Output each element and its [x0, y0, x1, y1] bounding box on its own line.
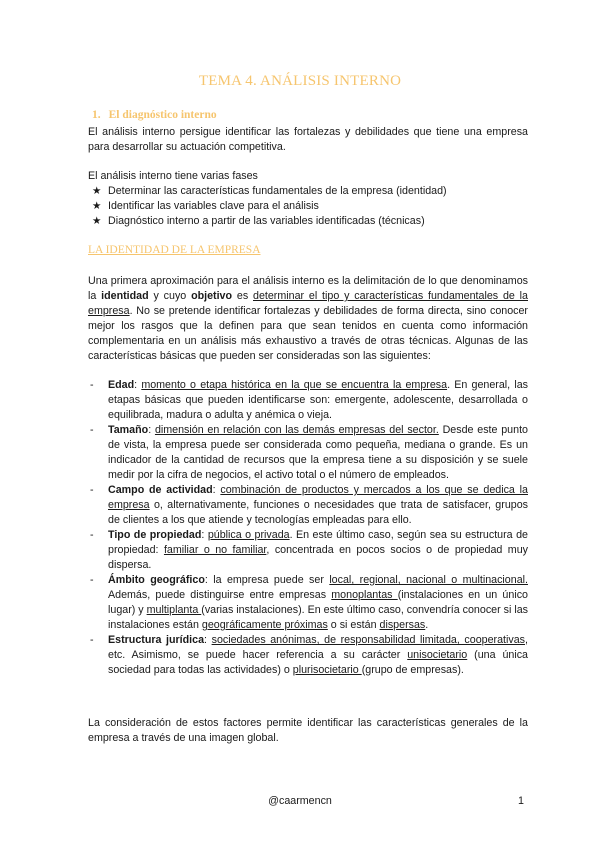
- fases-intro: El análisis interno tiene varias fases: [88, 170, 258, 182]
- page-title: TEMA 4. ANÁLISIS INTERNO: [198, 73, 402, 89]
- dash-bullet-icon: -: [90, 529, 94, 541]
- factor-juridica: [88, 633, 528, 678]
- factor-label: Campo de actividad: [108, 484, 213, 496]
- underlined-term: sociedades anónimas, de responsabilidad limitada, cooperativas: [211, 634, 526, 646]
- factor-label: Estructura jurídica: [108, 634, 205, 646]
- text-run: . No se pretende identificar fortalezas y debilidades de forma directa, sino conocer mejor los rasgos que la definen para que sean tenidos en cuenta como información complementaria en un análisis más exhaustivo a través de otras técnicas. Algunas de las características básicas que pueden ser consideradas son las siguientes:: [88, 305, 528, 362]
- text-run: . En general, las etapas básicas que pueden identificarse son: emergente, adolescente, desarrollada o equilibrada, madura o adulta y anémica o vieja.: [108, 379, 528, 421]
- text-run: Una primera aproximación para el análisis interno es la delimitación de lo que denominamos la: [88, 275, 528, 302]
- bold-term: objetivo: [191, 290, 233, 302]
- bold-term: identidad: [101, 290, 149, 302]
- list-item: [92, 199, 447, 214]
- star-bullet-icon: ★: [92, 200, 102, 212]
- fase-text: Determinar las características fundamentales de la empresa (identidad): [108, 185, 447, 197]
- text-run: o, alternativamente, funciones o necesidades que trata de satisfacer, grupos de clientes a los que atiende y tecnologías empleadas para ello.: [108, 499, 528, 526]
- text-run: y cuyo: [148, 290, 192, 302]
- factor-label: Ámbito geográfico: [108, 574, 205, 586]
- factor-label: Edad: [108, 379, 135, 391]
- text-run: (varias instalaciones). En este último caso, convendría conocer si las instalaciones están: [108, 604, 528, 631]
- text-run: .: [425, 619, 429, 631]
- factors-list: [88, 378, 528, 678]
- text-run: Además, puede distinguirse entre empresas: [108, 589, 332, 601]
- list-item: [92, 214, 447, 229]
- text-run: (grupo de empresas).: [361, 664, 464, 676]
- fases-list: [92, 184, 447, 229]
- section-heading: [92, 109, 217, 121]
- identity-subheading: LA IDENTIDAD DE LA EMPRESA: [88, 244, 261, 256]
- underlined-term: dispersas: [379, 619, 426, 631]
- underlined-term: local, regional, nacional o multinacional.: [329, 574, 528, 586]
- dash-bullet-icon: -: [90, 574, 94, 586]
- intro-paragraph: El análisis interno persigue identificar las fortalezas y debilidades que tiene una empresa para desarrollar su actuación competitiva.: [88, 126, 528, 153]
- factor-label: Tamaño: [108, 424, 149, 436]
- page-number: 1: [518, 795, 524, 807]
- factor-propiedad: [88, 528, 528, 573]
- underlined-term: monoplantas: [331, 589, 398, 601]
- dash-bullet-icon: -: [90, 379, 94, 391]
- list-item: [92, 184, 447, 199]
- text-run: (instalaciones en un único lugar) y: [108, 589, 528, 616]
- text-run: , concentrada en pocos socios o de propiedad muy dispersa.: [108, 544, 528, 571]
- dash-bullet-icon: -: [90, 484, 94, 496]
- underlined-term: familiar o no familiar: [163, 544, 267, 556]
- factor-tamano: [88, 423, 528, 483]
- underlined-term: multiplanta: [146, 604, 202, 616]
- footer-handle: @caarmencn: [268, 795, 332, 807]
- text-run: o si están: [327, 619, 380, 631]
- factor-edad: [88, 378, 528, 423]
- text-run: :: [201, 529, 208, 541]
- text-run: :: [134, 379, 142, 391]
- underlined-term: dimensión en relación con las demás empresas del sector.: [154, 424, 439, 436]
- fase-text: Diagnóstico interno a partir de las variables identificadas (técnicas): [108, 215, 425, 227]
- factor-label: Tipo de propiedad: [108, 529, 202, 541]
- text-run: : la empresa puede ser: [204, 574, 330, 586]
- text-run: Desde este punto de vista, la empresa puede ser considerada como pequeña, mediana o grande. Es un indicador de la cantidad de recursos que la empresa tiene a su disposición y se suele medir por la cifra de negocios, el activo total o el número de empleados.: [108, 424, 528, 481]
- underlined-term: determinar el tipo y características fundamentales de la empresa: [88, 290, 528, 317]
- text-run: :: [212, 484, 221, 496]
- underlined-term: geográficamente próximas: [201, 619, 328, 631]
- text-run: es: [232, 290, 253, 302]
- dash-bullet-icon: -: [90, 424, 94, 436]
- section-number: 1.: [92, 109, 101, 121]
- text-run: :: [148, 424, 155, 436]
- section-title: El diagnóstico interno: [108, 109, 217, 121]
- text-run: . En este último caso, según sea su estructura de propiedad:: [108, 529, 528, 556]
- factor-campo: [88, 483, 528, 528]
- underlined-term: combinación de productos y mercados a los que se dedica la empresa: [108, 484, 528, 511]
- conclusion-paragraph: La consideración de estos factores permite identificar las características generales de la empresa a través de una imagen global.: [88, 717, 528, 744]
- underlined-term: plurisocietario: [292, 664, 362, 676]
- star-bullet-icon: ★: [92, 185, 102, 197]
- fase-text: Identificar las variables clave para el análisis: [108, 200, 319, 212]
- underlined-term: momento o etapa histórica en la que se encuentra la empresa: [141, 379, 448, 391]
- underlined-term: unisocietario: [407, 649, 468, 661]
- text-run: :: [204, 634, 212, 646]
- text-run: , etc. Asimismo, se puede hacer referencia a su carácter: [108, 634, 528, 661]
- dash-bullet-icon: -: [90, 634, 94, 646]
- star-bullet-icon: ★: [92, 215, 102, 227]
- text-run: (una única sociedad para todas las actividades) o: [108, 649, 528, 676]
- factor-ambito: [88, 573, 528, 633]
- underlined-term: pública o privada: [207, 529, 290, 541]
- identity-paragraph: [88, 274, 528, 364]
